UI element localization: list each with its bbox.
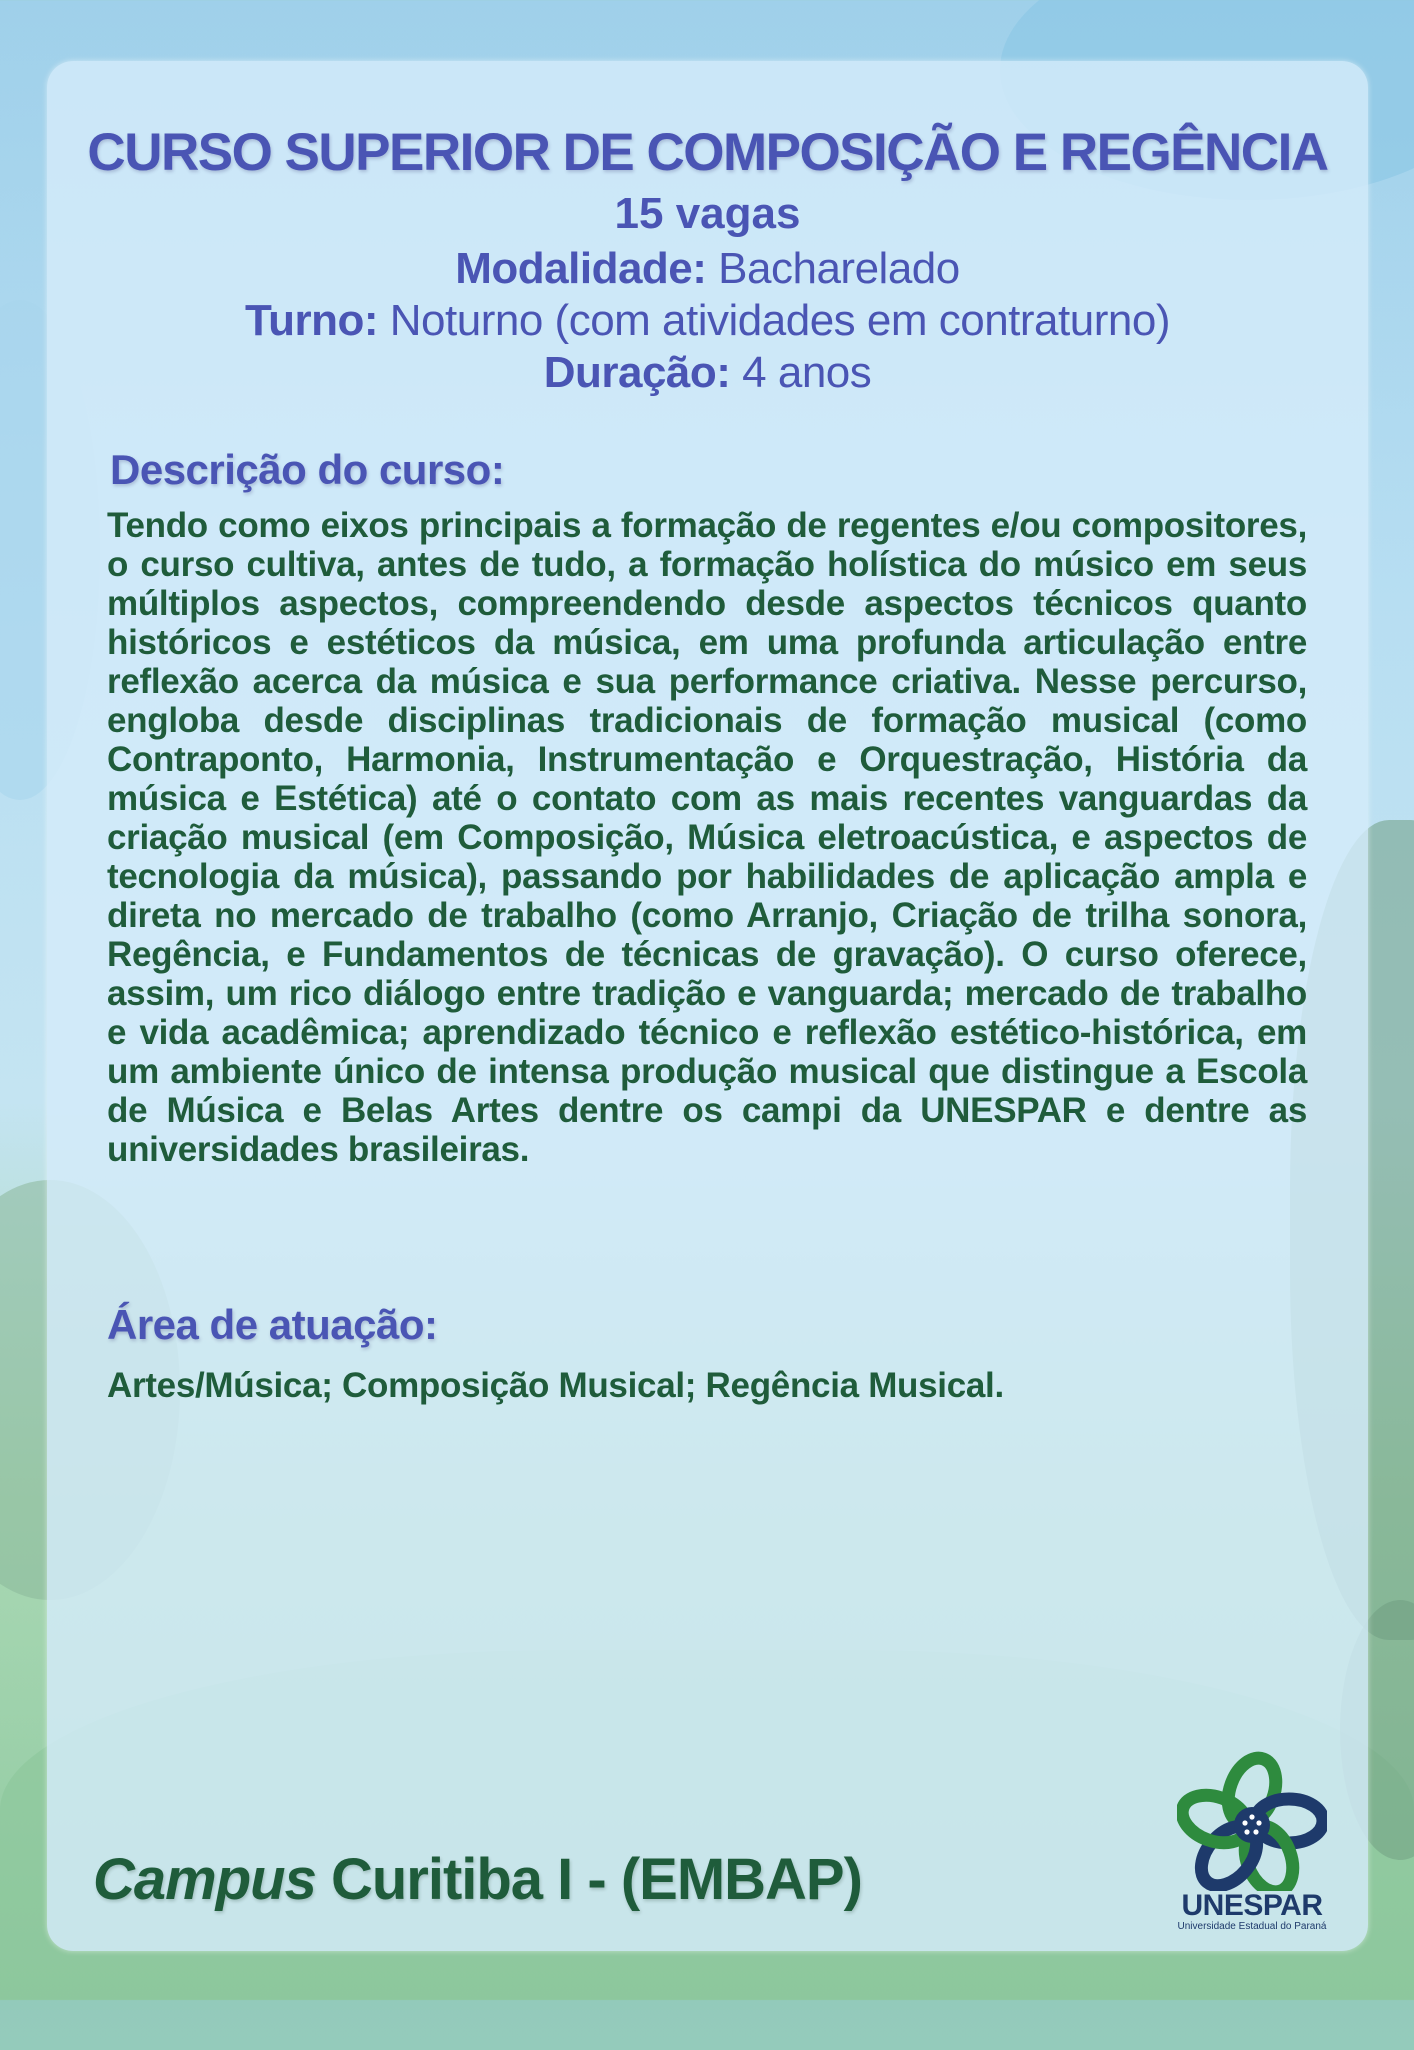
content-card: [47, 61, 1368, 1951]
vacancies: 15 vagas: [614, 189, 801, 238]
logo-subtitle: Universidade Estadual do Paraná: [1177, 1921, 1327, 1932]
unespar-logo-icon: [1177, 1751, 1327, 1891]
duration-label: Duração:: [543, 348, 731, 397]
duration-value: 4 anos: [742, 348, 872, 397]
modality-value: Bacharelado: [718, 244, 960, 293]
modality-label: Modalidade:: [455, 244, 707, 293]
description-title: Descrição do curso:: [110, 446, 505, 493]
description-text: Tendo como eixos principais a formação de regentes e/ou compositores, o curso cultiva, antes de tudo, a formação holística do músico em seus múltiplos aspectos, compreendendo desde aspectos técnicos quanto históricos e estéticos da música, em uma profunda articulação entre reflexão acerca da música e sua performance criativa. Nesse percurso, engloba desde disciplinas tradicionais de formação musical (como Contraponto, Harmonia, Instrumentação e Orquestração, História da música e Estética) até o contato com as mais recentes vanguardas da criação musical (em Composição, Música eletroacústica, e aspectos de tecnologia da música), passando por habilidades de aplicação ampla e direta no mercado de trabalho (como Arranjo, Criação de trilha sonora, Regência, e Fundamentos de técnicas de gravação). O curso oferece, assim, um rico diálogo entre tradição e vanguarda; mercado de trabalho e vida acadêmica; aprendizado técnico e reflexão estético-histórica, em um ambiente único de intensa produção musical que distingue a Escola de Música e Belas Artes dentre os campi da UNESPAR e dentre as universidades brasileiras.: [107, 506, 1307, 1169]
shift-value: Noturno (com atividades em contraturno): [389, 296, 1170, 345]
modality-line: [47, 243, 1368, 295]
shift-label: Turno:: [245, 296, 379, 345]
area-title: Área de atuação:: [107, 1301, 438, 1348]
logo-name: UNESPAR: [1181, 1889, 1323, 1922]
shift-line: [47, 295, 1368, 347]
campus-name: Curitiba I - (EMBAP): [315, 1847, 862, 1912]
campus-italic: Campus: [93, 1847, 316, 1912]
campus-label: [93, 1846, 862, 1913]
course-title: CURSO SUPERIOR DE COMPOSIÇÃO E REGÊNCIA: [87, 123, 1328, 182]
unespar-logo: [1167, 1751, 1337, 1933]
area-text: Artes/Música; Composição Musical; Regência Musical.: [107, 1366, 1004, 1405]
course-header: [47, 121, 1368, 399]
duration-line: [47, 347, 1368, 399]
